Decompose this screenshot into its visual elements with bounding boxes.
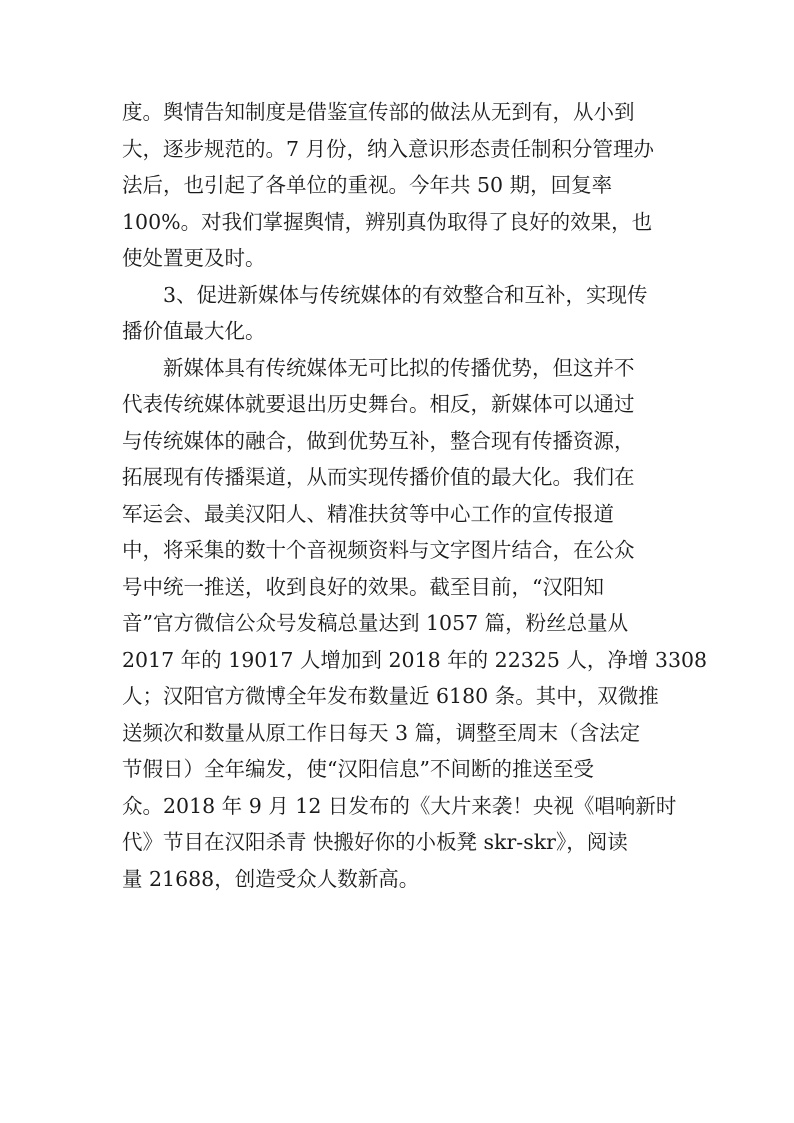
- paragraph-line: 送频次和数量从原工作日每天 3 篇，调整至周末（含法定: [122, 720, 641, 745]
- paragraph-line: 与传统媒体的融合，做到优势互补，整合现有传播资源，: [122, 428, 635, 453]
- paragraph-line: 号中统一推送，收到良好的效果。截至目前，“汉阳知: [122, 574, 604, 599]
- paragraph-line: 节假日）全年编发，使“汉阳信息”不间断的推送至受: [122, 757, 594, 781]
- paragraph-line: 众。2018 年 9 月 12 日发布的《大片来袭！央视《唱响新时: [122, 793, 677, 818]
- paragraph-line: 代》节目在汉阳杀青 快搬好你的小板凳 skr-skr》，阅读: [122, 830, 628, 854]
- paragraph-line: 军运会、最美汉阳人、精准扶贫等中心工作的宣传报道: [122, 501, 614, 526]
- paragraph-line: 新媒体具有传统媒体无可比拟的传播优势，但这并不: [163, 355, 635, 380]
- paragraph-line: 量 21688，创造受众人数新高。: [122, 866, 420, 891]
- paragraph-line: 代表传统媒体就要退出历史舞台。相反，新媒体可以通过: [122, 392, 635, 416]
- paragraph-line: 中，将采集的数十个音视频资料与文字图片结合，在公众: [122, 538, 635, 562]
- section-heading-line: 3、促进新媒体与传统媒体的有效整合和互补，实现传: [163, 282, 648, 307]
- paragraph-line: 人；汉阳官方微博全年发布数量近 6180 条。其中，双微推: [122, 684, 659, 708]
- paragraph-line: 使处置更及时。: [122, 246, 266, 270]
- paragraph-line: 度。舆情告知制度是借鉴宣传部的做法从无到有，从小到: [122, 100, 635, 124]
- paragraph-line: 100%。对我们掌握舆情，辨别真伪取得了良好的效果，也: [122, 209, 653, 234]
- paragraph-line: 2017 年的 19017 人增加到 2018 年的 22325 人，净增 3308: [122, 647, 708, 672]
- paragraph-line: 大，逐步规范的。7 月份，纳入意识形态责任制积分管理办: [122, 136, 655, 161]
- paragraph-line: 音”官方微信公众号发稿总量达到 1057 篇，粉丝总量从: [122, 611, 629, 635]
- paragraph-line: 拓展现有传播渠道，从而实现传播价值的最大化。我们在: [122, 465, 635, 489]
- section-heading-line: 播价值最大化。: [122, 319, 266, 343]
- paragraph-line: 法后，也引起了各单位的重视。今年共 50 期，回复率: [122, 173, 613, 197]
- document-body: [122, 94, 708, 897]
